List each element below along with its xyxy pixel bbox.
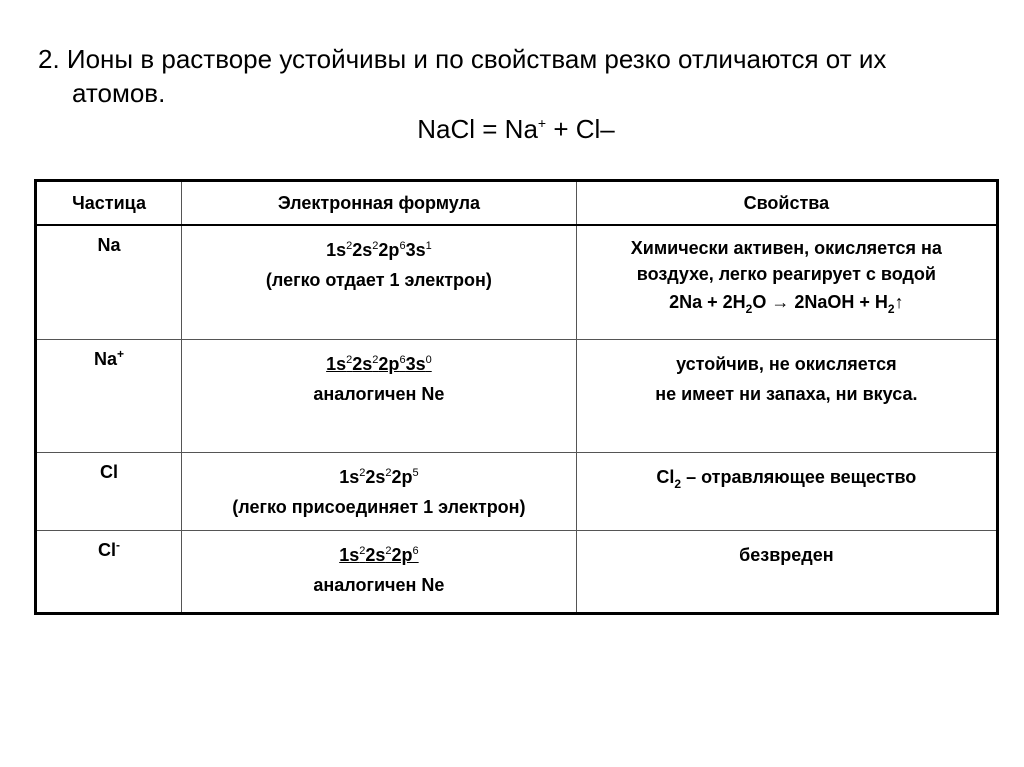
properties-line: не имеет ни запаха, ни вкуса. <box>655 384 918 404</box>
equation-cl-charge: – <box>600 114 615 144</box>
electron-formula-cell <box>182 340 577 453</box>
properties-cell <box>576 453 997 531</box>
particle-symbol: Cl <box>100 462 119 482</box>
electron-configuration: $1s^22s^22p^5$ <box>339 467 419 487</box>
electron-formula-cell <box>182 531 577 614</box>
equation-middle: + Cl <box>546 114 601 144</box>
properties-line: устойчив, не окисляется <box>676 354 897 374</box>
particle-symbol: Cl <box>98 540 117 560</box>
electron-configuration: $1s^22s^22p^6$ <box>339 545 419 565</box>
properties-line: $Cl_2$ – отравляющее вещество <box>656 467 917 491</box>
particle-cell <box>36 531 182 614</box>
properties-line: Химически активен, окисляется на <box>630 238 942 258</box>
properties-line: воздухе, легко реагирует с водой <box>636 264 936 284</box>
table-row <box>36 531 998 614</box>
properties-line: безвреден <box>739 545 834 565</box>
heading-line-2: атомов. <box>72 78 166 108</box>
header-particle: Частица <box>36 181 182 226</box>
table-row <box>36 340 998 453</box>
header-electron-formula: Электронная формула <box>182 181 577 226</box>
heading-line-1: 2. Ионы в растворе устойчивы и по свойствам резко отличаются от их <box>38 44 887 74</box>
electron-configuration: $1s^22s^22p^63s^1$ <box>326 240 432 260</box>
particle-cell <box>36 225 182 340</box>
particle-cell <box>36 340 182 453</box>
dissociation-equation <box>0 112 1024 146</box>
electron-formula-cell <box>182 453 577 531</box>
properties-cell <box>576 340 997 453</box>
table-row <box>36 225 998 340</box>
equation-na-charge: + <box>537 115 547 131</box>
config-note: (легко отдает 1 электрон) <box>265 270 492 290</box>
particle-charge: - <box>116 538 121 552</box>
equation-left: NaCl = Na <box>417 114 538 144</box>
particle-cell <box>36 453 182 531</box>
particle-symbol: Na <box>94 349 118 369</box>
config-note: аналогичен Ne <box>313 575 445 595</box>
table-row <box>36 453 998 531</box>
properties-cell <box>576 531 997 614</box>
electron-configuration: $1s^22s^22p^63s^0$ <box>326 354 432 374</box>
reaction-equation: $2Na + 2H_2O$ → 2NaOH + $H_2↑$ <box>669 292 904 316</box>
config-note: аналогичен Ne <box>313 384 445 404</box>
table-header-row <box>36 181 998 226</box>
particle-charge: + <box>117 347 125 361</box>
config-note: (легко присоединяет 1 электрон) <box>232 497 526 517</box>
electron-formula-cell <box>182 225 577 340</box>
particles-table <box>34 179 999 615</box>
header-properties: Свойства <box>576 181 997 226</box>
properties-cell <box>576 225 997 340</box>
section-heading <box>38 42 998 110</box>
particle-symbol: Na <box>97 235 121 255</box>
